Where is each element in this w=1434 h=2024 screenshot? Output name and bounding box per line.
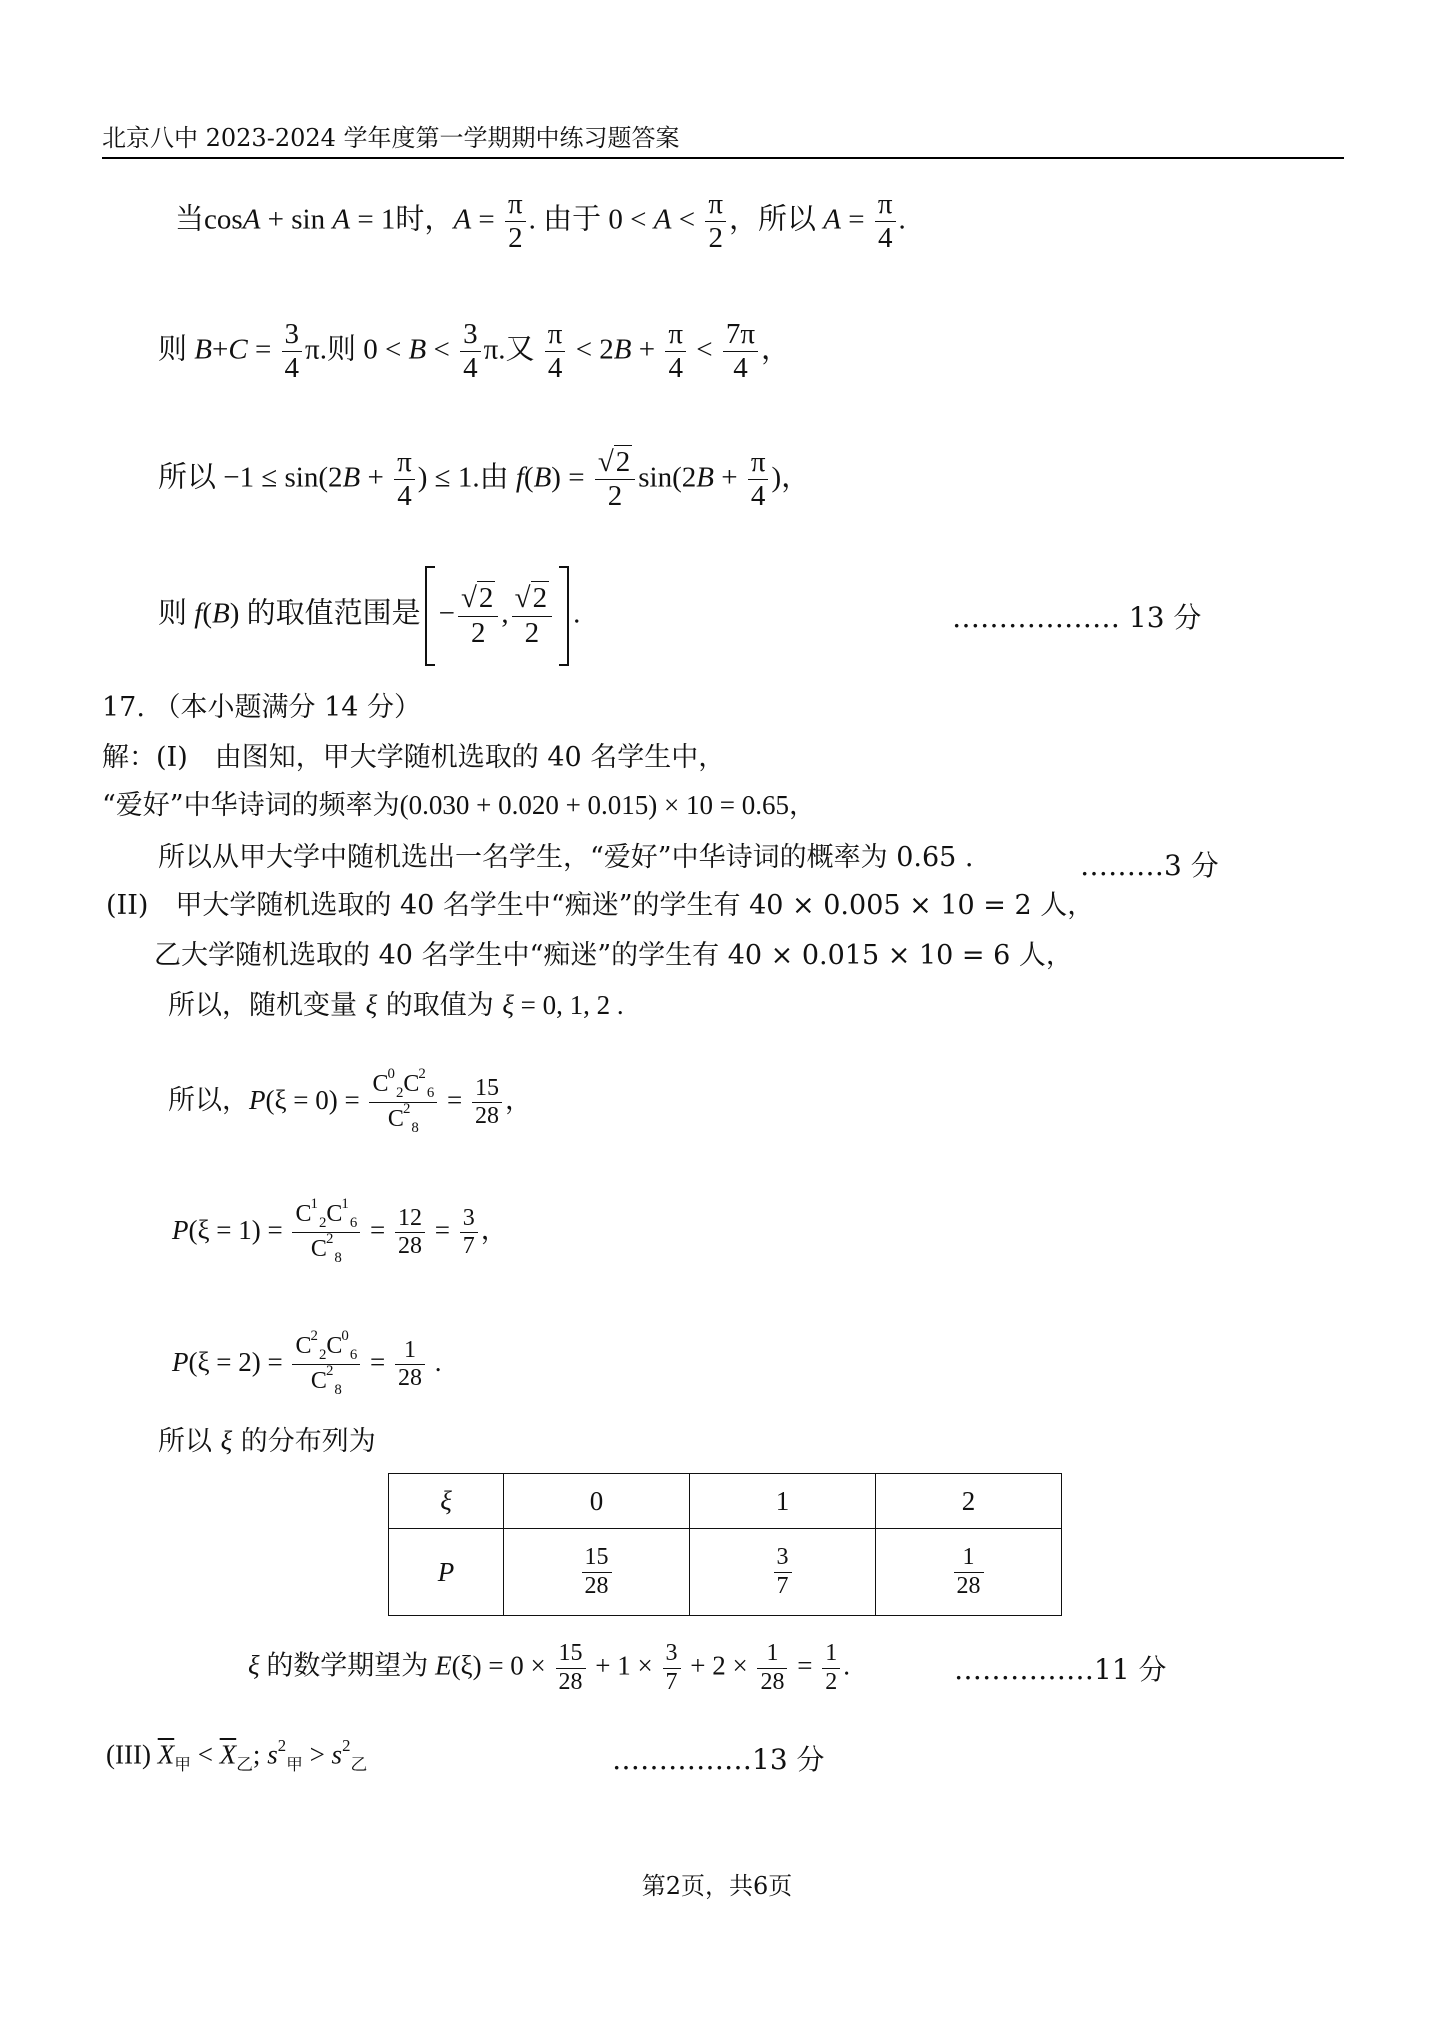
fraction-1-over-28: $\frac{1}{28}$ [757,1640,787,1696]
combination-fraction-0: $\frac{C^0_2C^2_6}{C^2_8}$ [369,1068,437,1137]
page-footer: 第2页，共6页 [641,1872,793,1900]
fraction-pi-over-4: $\frac{\pi}{4}$ [394,446,415,514]
fraction-15-over-28: $\frac{15}{28}$ [472,1075,502,1131]
score-11: ……………11 分 [954,1653,1167,1686]
part-1-line-3: 所以从甲大学中随机选出一名学生，“爱好”中华诗词的概率为 0.65 . [158,842,974,873]
prob-xi-1: P(ξ = 1) = $\frac{C^1_2C^1_6}{C^2_8}$ = $\frac{12}{28}$ = $\frac{3}{7}$ ， [172,1196,508,1267]
fraction-pi-over-4: $\frac{\pi}{4}$ [545,318,566,386]
table-cell: ξ [389,1474,504,1529]
prob-xi-0: 所以，P(ξ = 0) = $\frac{C^0_2C^2_6}{C^2_8}$ = $\frac{15}{28}$ ， [168,1066,532,1137]
fraction-3-over-4: $\frac{3}{4}$ [460,318,481,386]
fraction-3-over-7: $\frac{3}{7}$ [663,1640,681,1696]
distribution-table [388,1473,1062,1616]
table-header-row [389,1474,1062,1529]
part-2-line-2: 乙大学随机选取的 40 名学生中“痴迷”的学生有 40 × 0.015 × 10 = 6 人， [154,940,1073,971]
combination-fraction-1: $\frac{C^1_2C^1_6}{C^2_8}$ [292,1198,360,1267]
left-bracket [425,566,435,666]
table-row [389,1529,1062,1616]
fraction-15-over-28: $\frac{15}{28}$ [556,1640,586,1696]
fraction-1-over-28: $\frac{1}{28}$ [395,1337,425,1393]
fraction-1-over-2: $\frac{1}{2}$ [822,1640,840,1696]
table-cell: 1 [690,1474,876,1529]
score-13: ……………… 13 分 [952,601,1202,634]
prob-xi-2: P(ξ = 2) = $\frac{C^2_2C^0_6}{C^2_8}$ = $\frac{1}{28}$ . [172,1328,442,1399]
solution-line-4: 则 f(B) 的取值范围是 − $\frac{√2}{2}$ , $\frac{√2}{2}$ . [158,566,580,666]
solution-line-3: 所以 −1 ≤ sin(2B + $\frac{\pi}{4}$ ) ≤ 1.由 f(B) = $\frac{√2}{2}$ sin(2B + $\frac{\pi}{4}$ )， [158,446,811,513]
fraction-3-over-4: $\frac{3}{4}$ [282,318,303,386]
combination-fraction-2: $\frac{C^2_2C^0_6}{C^2_8}$ [292,1330,360,1399]
solution-line-1: 当cosA + sin A = 1时，A = $\frac{\pi}{2}$ . 由于 0 < A < $\frac{\pi}{2}$ ，所以 A = $\frac{\pi}{4}$ . [175,188,906,255]
fraction-sqrt2-over-2: $\frac{√2}{2}$ [458,582,498,650]
table-cell: $\frac{15}{28}$ [504,1529,690,1616]
distribution-intro: 所以 ξ 的分布列为 [158,1426,376,1457]
fraction-pi-over-4: $\frac{\pi}{4}$ [875,188,896,256]
fraction-pi-over-4: $\frac{\pi}{4}$ [665,318,686,386]
part-1-line-1: 解：(I) 由图知，甲大学随机选取的 40 名学生中， [102,742,726,773]
table-cell: P [389,1529,504,1616]
header-title: 北京八中 2023-2024 学年度第一学期期中练习题答案 [102,124,680,152]
page-header [102,117,1344,159]
fraction-sqrt2-over-2: $\frac{√2}{2}$ [512,582,552,650]
table-cell: $\frac{3}{7}$ [690,1529,876,1616]
part-3-line: (III) $\overline{X}_甲 < \overline{X}_乙$; $s^2_甲 > s^2_乙$ [106,1736,368,1775]
fraction-pi-over-2: $\frac{\pi}{2}$ [705,188,726,256]
problem-17-heading: 17. （本小题满分 14 分） [102,692,422,723]
table-cell: 2 [876,1474,1062,1529]
solution-line-2: 则 B+C = $\frac{3}{4}$ π.则 0 < B < $\frac{3}{4}$ π.又 $\frac{\pi}{4}$ < 2B + $\frac{\pi}{4}$ < $\frac{7\pi}{4}$ ， [158,318,791,385]
part-2-line-1: (II) 甲大学随机选取的 40 名学生中“痴迷”的学生有 40 × 0.005 × 10 = 2 人， [106,890,1095,921]
part-2-line-3: 所以，随机变量 ξ 的取值为 ξ = 0, 1, 2 . [168,990,624,1021]
table-cell: 0 [504,1474,690,1529]
fraction-12-over-28: $\frac{12}{28}$ [395,1205,425,1261]
table-cell: $\frac{1}{28}$ [876,1529,1062,1616]
fraction-pi-over-2: $\frac{\pi}{2}$ [505,188,526,256]
fraction-pi-over-4: $\frac{\pi}{4}$ [748,446,769,514]
fraction-7pi-over-4: $\frac{7\pi}{4}$ [723,318,758,386]
part-1-line-2: “爱好”中华诗词的频率为(0.030 + 0.020 + 0.015) × 10 = 0.65， [102,790,816,821]
expectation-line: ξ 的数学期望为 E(ξ) = 0 × $\frac{15}{28}$ + 1 × $\frac{3}{7}$ + 2 × $\frac{1}{28}$ = $\frac{1}{2}$ . [248,1640,850,1695]
fraction-sqrt2-over-2: $\frac{√2}{2}$ [595,446,635,514]
right-bracket [559,566,569,666]
fraction-3-over-7: $\frac{3}{7}$ [460,1205,478,1261]
score-13-part3: ……………13 分 [612,1743,825,1776]
score-3: ………3 分 [1080,849,1219,882]
